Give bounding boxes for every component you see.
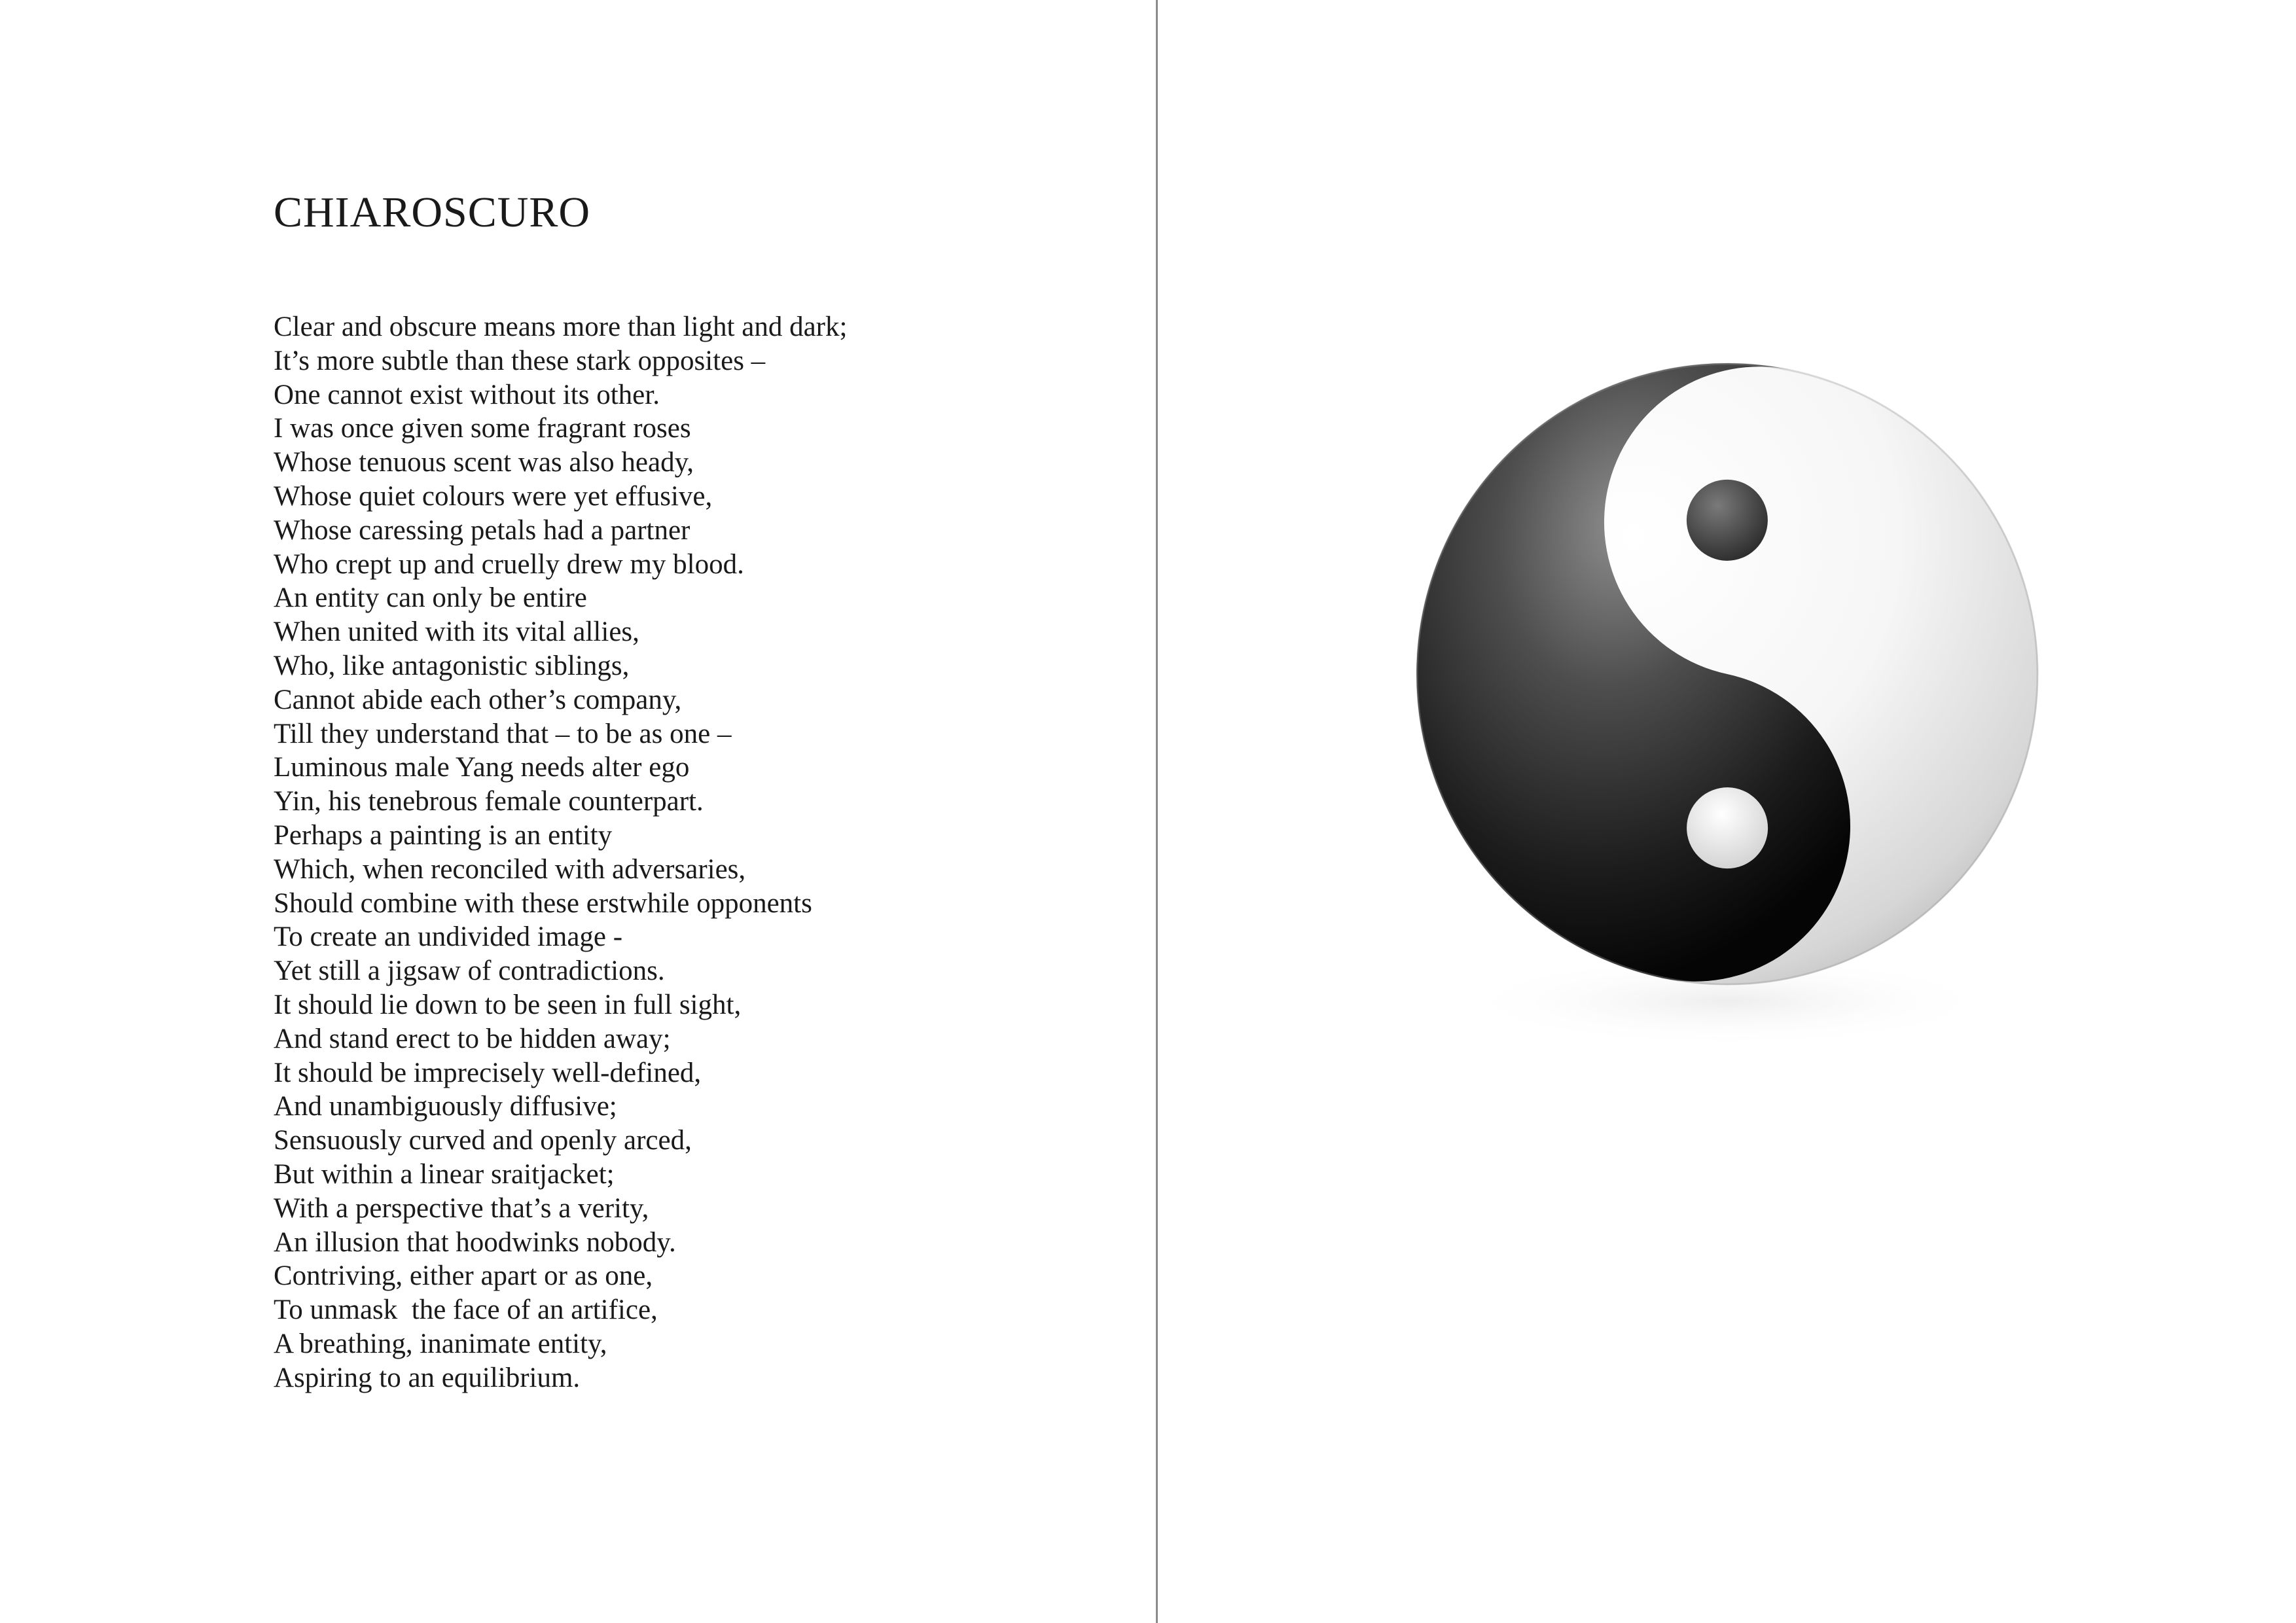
poem-line: An entity can only be entire xyxy=(274,582,587,614)
poem-line: Clear and obscure means more than light and dark; xyxy=(274,312,848,342)
poem-line: It should be imprecisely well-defined, xyxy=(274,1057,702,1088)
poem-line: Should combine with these erstwhile opponents xyxy=(274,887,812,919)
right-page xyxy=(1158,0,2296,1623)
poem-line: Whose tenuous scent was also heady, xyxy=(274,447,694,478)
poem-line: An illusion that hoodwinks nobody. xyxy=(274,1226,676,1258)
poem-line: Aspiring to an equilibrium. xyxy=(274,1362,581,1393)
poem-line: And stand erect to be hidden away; xyxy=(274,1023,671,1054)
poem-line: To unmask the face of an artifice, xyxy=(274,1294,658,1326)
poem-line: Contriving, either apart or as one, xyxy=(274,1260,653,1292)
poem-line: Whose quiet colours were yet effusive, xyxy=(274,480,713,512)
poem-line: To create an undivided image - xyxy=(274,921,623,953)
poem-line: When united with its vital allies, xyxy=(274,616,639,648)
poem-line: Perhaps a painting is an entity xyxy=(274,819,613,851)
poem-line: Till they understand that – to be as one – xyxy=(274,718,732,749)
poem-line: Who, like antagonistic siblings, xyxy=(274,650,630,681)
poem-line: Which, when reconciled with adversaries, xyxy=(274,853,746,885)
poem-line: With a perspective that’s a verity, xyxy=(274,1192,649,1224)
poem-line: One cannot exist without its other. xyxy=(274,379,660,410)
poem-line: Whose caressing petals had a partner xyxy=(274,514,691,546)
poem-line: It should lie down to be seen in full sight, xyxy=(274,989,742,1020)
poem-line: Who crept up and cruelly drew my blood. xyxy=(274,548,744,580)
poem-line: I was once given some fragrant roses xyxy=(274,413,691,444)
poem-line: Yet still a jigsaw of contradictions. xyxy=(274,955,665,987)
poem-line: And unambiguously diffusive; xyxy=(274,1091,617,1122)
poem-line: It’s more subtle than these stark opposites – xyxy=(274,345,766,376)
poem-body xyxy=(274,310,847,1395)
yin-yang-icon xyxy=(1400,347,2054,1067)
poem-line: Cannot abide each other’s company, xyxy=(274,684,682,715)
poem-line: But within a linear sraitjacket; xyxy=(274,1158,615,1190)
poem-line: A breathing, inanimate entity, xyxy=(274,1328,607,1359)
poem-title: CHIAROSCURO xyxy=(274,188,591,236)
poem-line: Luminous male Yang needs alter ego xyxy=(274,752,690,783)
poem-line: Sensuously curved and openly arced, xyxy=(274,1125,692,1156)
poem-line: Yin, his tenebrous female counterpart. xyxy=(274,786,704,817)
